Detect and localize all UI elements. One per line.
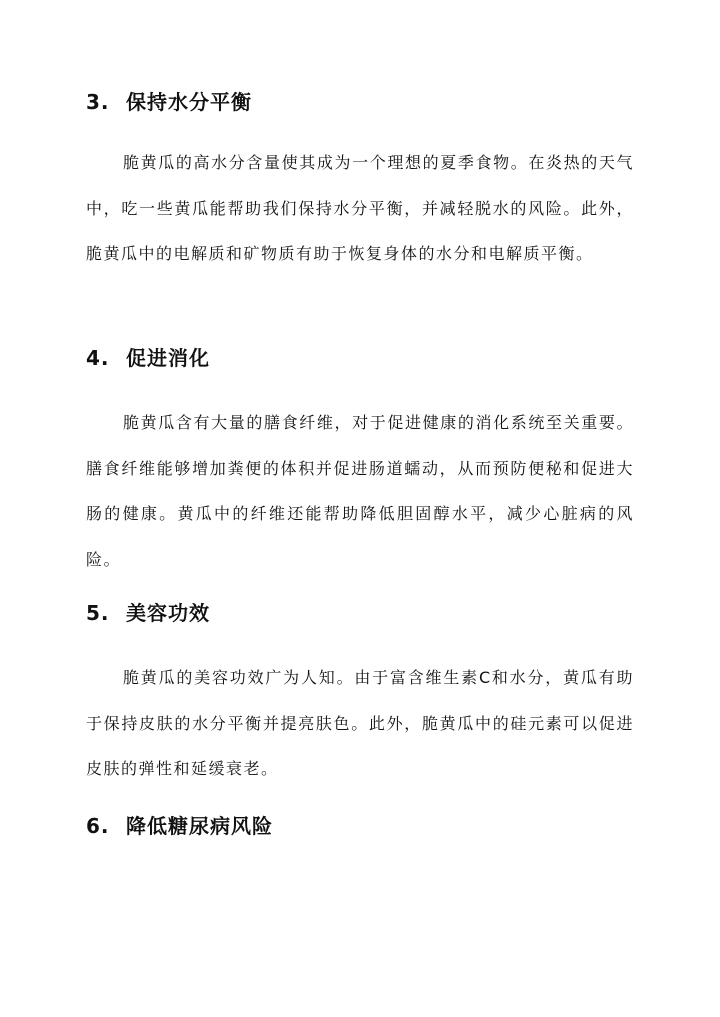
section-title: 促进消化 bbox=[126, 346, 210, 370]
section-heading-3 bbox=[86, 88, 252, 116]
section-number: 5. bbox=[86, 601, 110, 625]
section-heading-5 bbox=[86, 599, 210, 627]
section-number: 3. bbox=[86, 90, 110, 114]
section-heading-4 bbox=[86, 344, 210, 372]
section-heading-6 bbox=[86, 812, 273, 840]
section-number: 6. bbox=[86, 814, 110, 838]
section-title: 美容功效 bbox=[126, 601, 210, 625]
section-paragraph-5: 脆黄瓜的美容功效广为人知。由于富含维生素C和水分，黄瓜有助于保持皮肤的水分平衡并提亮肤色。此外，脆黄瓜中的硅元素可以促进皮肤的弹性和延缓衰老。 bbox=[86, 668, 634, 778]
section-title: 保持水分平衡 bbox=[126, 90, 252, 114]
section-title: 降低糖尿病风险 bbox=[126, 814, 273, 838]
section-number: 4. bbox=[86, 346, 110, 370]
section-paragraph-4: 脆黄瓜含有大量的膳食纤维，对于促进健康的消化系统至关重要。膳食纤维能够增加粪便的体积并促进肠道蠕动，从而预防便秘和促进大肠的健康。黄瓜中的纤维还能帮助降低胆固醇水平，减少心脏病的风险。 bbox=[86, 413, 634, 569]
section-paragraph-3: 脆黄瓜的高水分含量使其成为一个理想的夏季食物。在炎热的天气中，吃一些黄瓜能帮助我们保持水分平衡，并减轻脱水的风险。此外，脆黄瓜中的电解质和矿物质有助于恢复身体的水分和电解质平衡。 bbox=[86, 153, 634, 263]
